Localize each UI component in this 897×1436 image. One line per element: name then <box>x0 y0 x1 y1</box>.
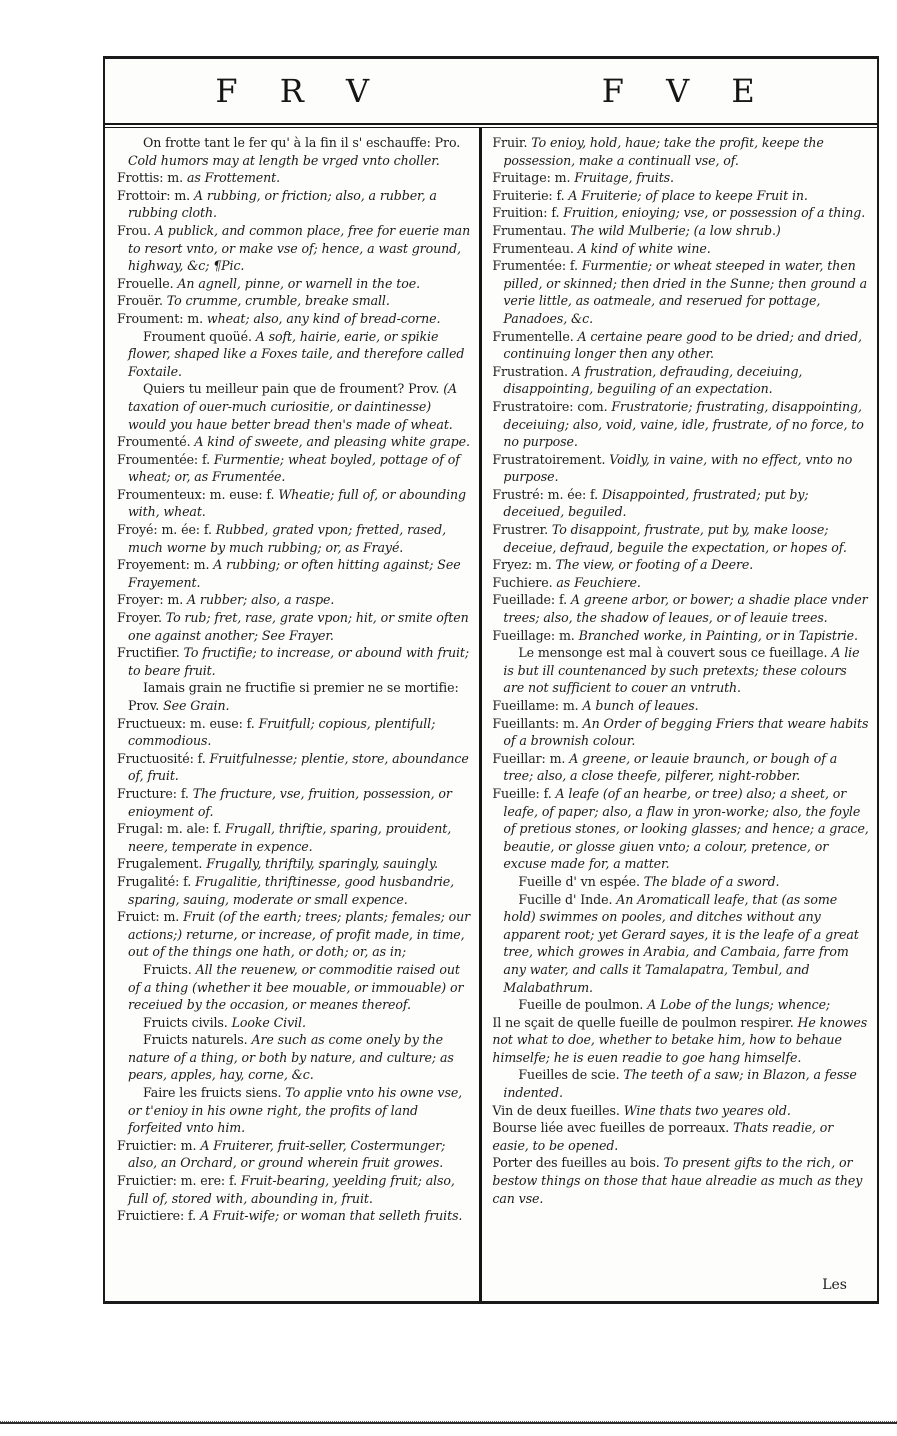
entry-definition: Fruit-bearing, yeelding fruit; also, full of, stored with, abounding in, fruit. <box>128 1173 455 1206</box>
entry-definition: A Fruit-wife; or woman that selleth fruits. <box>199 1208 463 1224</box>
entry-definition: A leafe (of an hearbe, or tree) also; a sheet, or leafe, of paper; also, a flaw in yron-worke; also, the foyle of pretious stones, or looking glasses; and hence; a grace, beautie, or glosse giuen vnto; a colour, pretence, or excuse made for, a matter. <box>503 785 869 872</box>
dictionary-entry <box>492 521 869 556</box>
entry-definition: To fructifie; to increase, or abound with fruit; to beare fruit. <box>128 645 470 678</box>
entry-definition: To crumme, crumble, breake small. <box>166 293 390 309</box>
entry-headword: Fructuosité: f. <box>117 750 210 766</box>
entry-definition: Fruition, enioying; vse, or possession of a thing. <box>563 205 866 221</box>
scan-page-edge <box>0 1421 897 1424</box>
dictionary-entry <box>117 1031 471 1084</box>
entry-definition: The fructure, vse, fruition, possession, or enioyment of. <box>128 785 452 819</box>
entry-definition: The teeth of a saw; in Blazon, a fesse indented. <box>503 1067 857 1101</box>
entry-definition: as Feuchiere. <box>556 574 641 590</box>
dictionary-entry <box>492 574 869 592</box>
dictionary-entry <box>492 1102 869 1120</box>
entry-definition: A rubbing; or often hitting against; See Frayement. <box>128 557 461 590</box>
entry-headword: Fructure: f. <box>117 785 193 801</box>
entry-definition: A kind of sweete, and pleasing white grape. <box>194 434 470 450</box>
dictionary-entry <box>492 204 869 222</box>
entry-headword: Fruicts naturels. <box>143 1032 252 1048</box>
entry-definition: A kind of white wine. <box>577 240 711 256</box>
entry-headword: Froument: m. <box>117 310 207 326</box>
dictionary-entry <box>117 750 471 785</box>
dictionary-entry <box>117 1172 471 1207</box>
dictionary-entry <box>117 222 471 275</box>
dictionary-entry <box>117 961 471 1014</box>
dictionary-entry <box>117 785 471 820</box>
entry-headword: Il ne sçait de quelle fueille de poulmon respirer. <box>492 1014 798 1030</box>
entry-definition: A greene, or leauie braunch, or bough of a tree; also, a close theefe, pilferer, night-robber. <box>503 750 838 784</box>
entry-definition: A Fruiterie; of place to keepe Fruit in. <box>568 187 808 203</box>
entry-definition: An Order of begging Friers that weare habits of a brownish colour. <box>503 715 869 749</box>
entry-headword: Frugal: m. ale: f. <box>117 821 226 837</box>
dictionary-entry <box>492 240 869 258</box>
dictionary-entry <box>492 363 869 398</box>
entry-headword: Frugalement. <box>117 856 207 872</box>
entry-headword: Frou. <box>117 222 155 238</box>
entry-definition: A greene arbor, or bower; a shadie place vnder trees; also, the shadow of leaues, or of leauie trees. <box>503 592 868 626</box>
dictionary-entry <box>492 134 869 169</box>
entry-headword: Iamais grain ne fructifie si premier ne se mortifie: Prov. <box>128 680 459 713</box>
catchword: Les <box>822 1277 847 1293</box>
dictionary-entry <box>117 679 471 714</box>
dictionary-entry <box>492 873 869 891</box>
entry-definition: Wine thats two yeares old. <box>623 1102 791 1118</box>
entry-definition: Rubbed, grated vpon; fretted, rased, much worne by much rubbing; or, as Frayé. <box>128 522 446 555</box>
entry-headword: Fructueux: m. euse: f. <box>117 715 259 731</box>
dictionary-entry <box>492 556 869 574</box>
dictionary-entry <box>117 187 471 222</box>
dictionary-page <box>103 56 879 1304</box>
entry-headword: Vin de deux fueilles. <box>492 1102 624 1118</box>
dictionary-entry <box>492 1066 869 1101</box>
entry-definition: A frustration, defrauding, deceiuing, disappointing, beguiling of an expectation. <box>503 363 803 397</box>
entry-headword: Fuchiere. <box>492 574 557 590</box>
dictionary-entry <box>492 591 869 626</box>
column-left <box>105 128 479 1301</box>
entry-headword: Frouelle. <box>117 275 178 291</box>
dictionary-entry <box>492 328 869 363</box>
entry-headword: Fueillage: m. <box>492 627 579 643</box>
entry-headword: Frumentau. <box>492 222 571 238</box>
entry-headword: Le mensonge est mal à couvert sous ce fueillage. <box>518 645 832 661</box>
entry-definition: The wild Mulberie; (a low shrub.) <box>570 222 781 238</box>
entry-definition: Fruitage, fruits. <box>574 170 674 186</box>
entry-definition: A rubbing, or friction; also, a rubber, a rubbing cloth. <box>128 187 437 221</box>
dictionary-entry <box>117 328 471 381</box>
entry-headword: Frustratoirement. <box>492 451 610 467</box>
entry-headword: Frouër. <box>117 293 167 309</box>
entry-headword: Fucille d' Inde. <box>518 891 617 907</box>
dictionary-entry <box>492 1014 869 1067</box>
text-columns <box>105 128 877 1301</box>
entry-definition: Cold humors may at length be vrged vnto choller. <box>128 152 440 168</box>
entry-definition: A publick, and common place, free for euerie man to resort vnto, or make vse of; hence, a wast ground, highway, &c; ¶Pic. <box>128 222 471 274</box>
column-right <box>482 128 877 1301</box>
entry-headword: Fruict: m. <box>117 909 184 925</box>
dictionary-entry <box>492 486 869 521</box>
entry-definition: Frustratorie; frustrating, disappointing, deceiuing; also, void, vaine, idle, frustrate, of no force, to no purpose. <box>503 398 864 450</box>
entry-headword: Fueilles de scie. <box>518 1067 624 1083</box>
dictionary-entry <box>117 292 471 310</box>
entry-headword: Frustration. <box>492 363 572 379</box>
entry-definition: To present gifts to the rich, or bestow things on those that haue alreadie as much as they can vse. <box>492 1155 863 1206</box>
dictionary-entry <box>117 908 471 961</box>
entry-definition: To applie vnto his owne vse, or t'enioy in his owne right, the profits of land forfeited vnto him. <box>128 1085 463 1136</box>
entry-headword: Fueillar: m. <box>492 750 570 766</box>
entry-headword: Frottis: m. <box>117 170 187 186</box>
entry-definition: A lie is but ill countenanced by such pretexts; these colours are not sufficient to couer an vntruth. <box>503 645 860 696</box>
dictionary-entry <box>117 591 471 609</box>
dictionary-entry <box>117 521 471 556</box>
dictionary-entry <box>117 873 471 908</box>
dictionary-entry <box>117 169 471 187</box>
entry-headword: Fruitage: m. <box>492 170 575 186</box>
entry-definition: Fruitfull; copious, plentifull; commodious. <box>128 715 436 749</box>
entry-definition: A Fruiterer, fruit-seller, Costermunger; also, an Orchard, or ground wherein fruit growes. <box>128 1137 446 1171</box>
running-head-right: F V E <box>601 72 771 110</box>
dictionary-entry <box>117 486 471 521</box>
dictionary-entry <box>492 222 869 240</box>
entry-headword: Fruicts. <box>143 961 196 977</box>
entry-headword: Frumentelle. <box>492 328 578 344</box>
entry-headword: Bourse liée avec fueilles de porreaux. <box>492 1120 734 1136</box>
entry-definition: Thats readie, or easie, to be opened. <box>492 1120 834 1153</box>
entry-definition: Fruit (of the earth; trees; plants; females; our actions;) returne, or increase, of profit made, in time, out of the things one hath, or doth; or, as in; <box>128 909 471 960</box>
entry-headword: Froyement: m. <box>117 557 214 573</box>
entry-definition: Are such as come onely by the nature of a thing, or both by nature, and culture; as pears, apples, hay, corne, &c. <box>128 1032 454 1083</box>
entry-definition: The view, or footing of a Deere. <box>555 557 754 573</box>
dictionary-entry <box>117 715 471 750</box>
entry-definition: wheat; also, any kind of bread-corne. <box>206 310 441 326</box>
entry-headword: Froumenteux: m. euse: f. <box>117 486 279 502</box>
dictionary-entry <box>492 750 869 785</box>
dictionary-entry <box>492 1119 869 1154</box>
entry-definition: To disappoint, frustrate, put by, make loose; deceiue, defraud, beguile the expectation, or hopes of. <box>503 522 847 555</box>
entry-definition: Voidly, in vaine, with no effect, vnto no purpose. <box>503 451 853 485</box>
entry-definition: Frugalitie, thriftinesse, good husbandrie, sparing, sauing, moderate or small expence. <box>128 873 455 907</box>
entry-headword: Froyer. <box>117 610 166 626</box>
entry-headword: Frustrer. <box>492 522 552 538</box>
entry-headword: Fruicts civils. <box>143 1014 232 1030</box>
entry-headword: Fruir. <box>492 135 532 150</box>
dictionary-entry <box>492 644 869 697</box>
entry-headword: Fruictier: m. ere: f. <box>117 1173 241 1189</box>
dictionary-entry <box>117 1137 471 1172</box>
entry-definition: A certaine peare good to be dried; and dried, continuing longer then any other. <box>503 328 862 362</box>
dictionary-entry <box>117 1084 471 1137</box>
dictionary-entry <box>117 433 471 451</box>
dictionary-entry <box>492 891 869 997</box>
dictionary-entry <box>492 697 869 715</box>
dictionary-entry <box>117 609 471 644</box>
entry-headword: On frotte tant le fer qu' à la fin il s' eschauffe: Pro. <box>143 135 461 150</box>
entry-headword: Fueille d' vn espée. <box>518 873 644 889</box>
running-head-row <box>105 59 877 123</box>
running-head-left: F R V <box>215 72 386 110</box>
entry-headword: Fueille: f. <box>492 785 556 801</box>
entry-headword: Fueillame: m. <box>492 698 583 713</box>
entry-headword: Fruictiere: f. <box>117 1208 200 1224</box>
entry-headword: Porter des fueilles au bois. <box>492 1155 664 1171</box>
entry-definition: See Grain. <box>163 698 230 713</box>
entry-headword: Frumenteau. <box>492 240 578 256</box>
dictionary-entry <box>492 187 869 205</box>
entry-headword: Frottoir: m. <box>117 187 194 203</box>
entry-headword: Froumenté. <box>117 434 195 450</box>
entry-headword: Froyé: m. ée: f. <box>117 522 216 538</box>
entry-headword: Frumentée: f. <box>492 258 582 274</box>
entry-headword: Fruiterie: f. <box>492 187 569 203</box>
entry-definition: Frugall, thriftie, sparing, prouident, neere, temperate in expence. <box>128 821 452 854</box>
dictionary-entry <box>117 556 471 591</box>
entry-definition: A rubber; also, a raspe. <box>187 592 335 608</box>
dictionary-entry <box>492 451 869 486</box>
dictionary-entry <box>117 855 471 873</box>
entry-headword: Fueillants: m. <box>492 715 583 731</box>
dictionary-entry <box>117 134 471 169</box>
entry-definition: Fruitfulnesse; plentie, store, aboundance of, fruit. <box>128 750 469 784</box>
dictionary-entry <box>117 310 471 328</box>
entry-definition: The blade of a sword. <box>643 873 780 889</box>
entry-headword: Faire les fruicts siens. <box>143 1085 286 1101</box>
dictionary-entry <box>492 257 869 327</box>
entry-headword: Quiers tu meilleur pain que de froument? Prov. <box>143 381 444 397</box>
entry-headword: Fruictier: m. <box>117 1137 201 1153</box>
entry-definition: All the reuenew, or commoditie raised out of a thing (whether it bee mouable, or immouable) or receiued by the occasion, or meanes thereof. <box>128 961 464 1013</box>
entry-definition: Looke Civil. <box>231 1014 306 1030</box>
dictionary-entry <box>492 715 869 750</box>
dictionary-entry <box>492 627 869 645</box>
entry-headword: Frustré: m. ée: f. <box>492 486 602 502</box>
entry-headword: Froyer: m. <box>117 592 188 608</box>
entry-headword: Fueillade: f. <box>492 592 571 608</box>
entry-headword: Froument quoüé. <box>143 328 256 344</box>
entry-headword: Fryez: m. <box>492 557 556 573</box>
dictionary-entry <box>492 1154 869 1207</box>
entry-definition: as Frottement. <box>186 170 281 186</box>
entry-headword: Frugalité: f. <box>117 873 196 889</box>
dictionary-entry <box>117 1014 471 1032</box>
entry-headword: Frustratoire: com. <box>492 398 612 414</box>
entry-headword: Fruition: f. <box>492 205 564 221</box>
entry-headword: Fructifier. <box>117 645 184 661</box>
dictionary-entry <box>117 820 471 855</box>
entry-definition: To enioy, hold, haue; take the profit, keepe the possession, make a continuall vse, of. <box>503 135 824 168</box>
entry-definition: Furmentie; wheat boyled, pottage of of wheat; or, as Frumentée. <box>128 451 460 485</box>
entry-definition: Wheatie; full of, or abounding with, wheat. <box>128 486 467 520</box>
entry-headword: Fueille de poulmon. <box>518 997 648 1013</box>
dictionary-entry <box>492 996 869 1014</box>
dictionary-entry <box>117 380 471 433</box>
dictionary-entry <box>117 644 471 679</box>
entry-definition: He knowes not what to doe, whether to betake him, how to behaue himselfe; he is euen readie to goe hang himselfe. <box>492 1014 868 1065</box>
entry-definition: Frugally, thriftily, sparingly, sauingly. <box>206 856 438 872</box>
entry-definition: An agnell, pinne, or warnell in the toe. <box>177 275 421 291</box>
dictionary-entry <box>117 275 471 293</box>
dictionary-entry <box>492 398 869 451</box>
entry-definition: A bunch of leaues. <box>582 698 699 713</box>
entry-definition: Furmentie; or wheat steeped in water, then pilled, or skinned; then dried in the Sunne; then ground a verie little, as oatmeale, and reserued for pottage, Panadoes, &c. <box>503 258 867 326</box>
dictionary-entry <box>117 1207 471 1225</box>
dictionary-entry <box>492 169 869 187</box>
entry-definition: Disappointed, frustrated; put by; deceiued, beguiled. <box>503 486 809 520</box>
entry-definition: A Lobe of the lungs; whence; <box>647 997 831 1013</box>
entry-definition: To rub; fret, rase, grate vpon; hit, or smite often one against another; See Frayer. <box>128 610 469 643</box>
entry-headword: Froumentée: f. <box>117 451 214 467</box>
entry-definition: (A taxation of ouer-much curiositie, or daintinesse) would you haue better bread then's made of wheat. <box>128 381 458 432</box>
entry-definition: Branched worke, in Painting, or in Tapistrie. <box>578 627 858 643</box>
dictionary-entry <box>492 785 869 873</box>
entry-definition: A soft, hairie, earie, or spikie flower, shaped like a Foxes taile, and therefore called Foxtaile. <box>128 328 465 379</box>
entry-definition: An Aromaticall leafe, that (as some hold) swimmes on pooles, and ditches without any apparent root; yet Gerard sayes, it is the leafe of a great tree, which growes in Arabia, and Cambaia, farre from any water, and calls it Tamalapatra, Tembul, and Malabathrum. <box>503 891 859 995</box>
dictionary-entry <box>117 451 471 486</box>
